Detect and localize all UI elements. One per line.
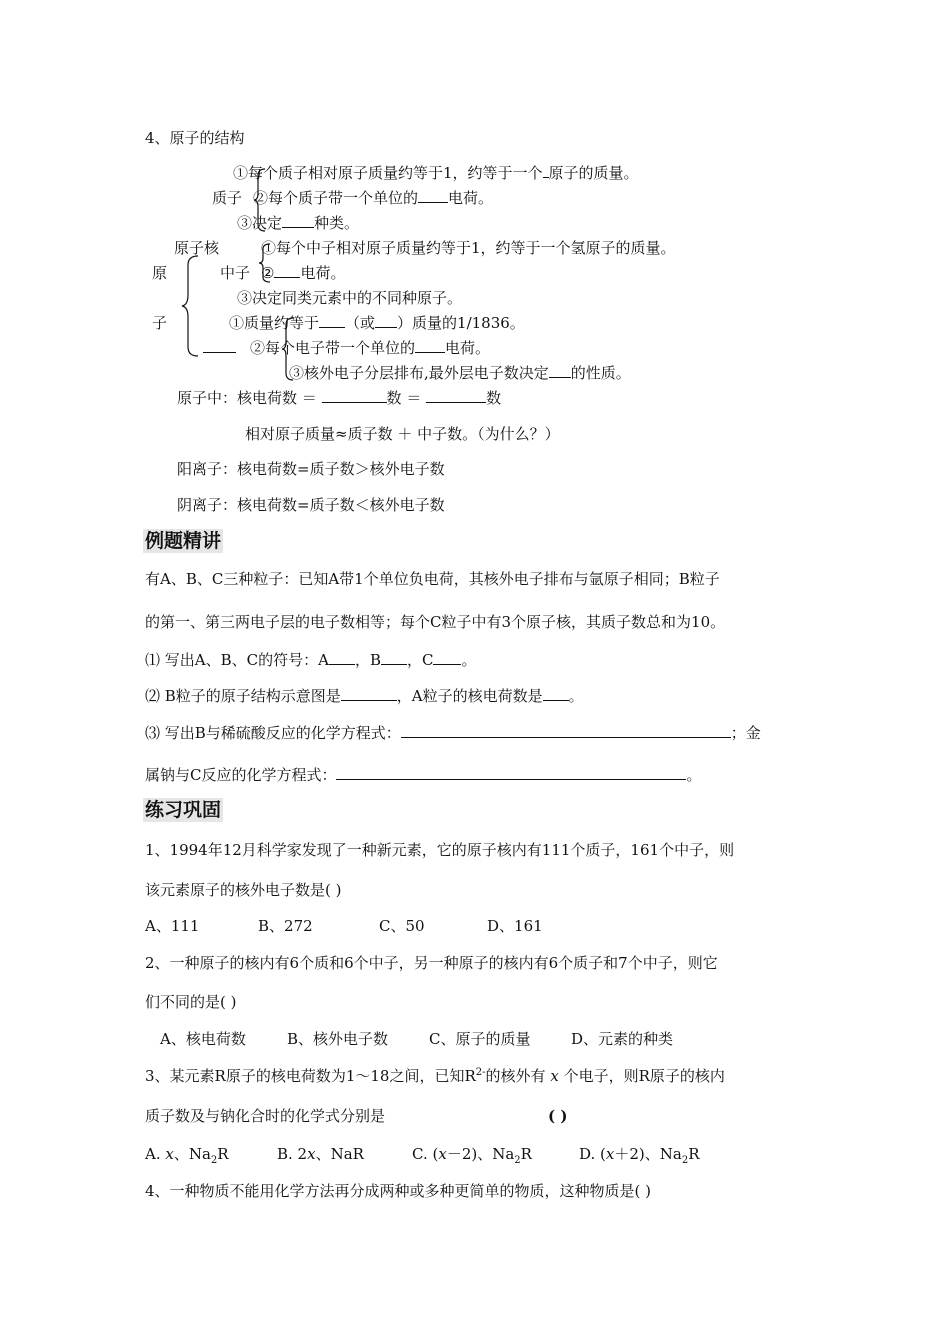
practice-2-option-a: A、核电荷数 bbox=[160, 1030, 246, 1048]
electron-label-blank bbox=[203, 338, 236, 358]
practice-1-line-2: 该元素原子的核外电子数是( ) bbox=[145, 881, 342, 899]
neutron-item-3: ③决定同类元素中的不同种原子。 bbox=[237, 289, 463, 307]
practice-3-line-1: 3、某元素R原子的核电荷数为1～18之间，已知$R^{2-}$的核外有 x 个电子，则R原子的核内 bbox=[145, 1067, 725, 1085]
practice-1-line-1: 1、1994年12月科学家发现了一种新元素，它的原子核内有111个质子，161个中子，则 bbox=[145, 841, 735, 859]
practice-2-option-c: C、原子的质量 bbox=[429, 1030, 531, 1048]
cation-rule: 阳离子：核电荷数=质子数＞核外电子数 bbox=[177, 460, 445, 478]
atom-label-1: 原 bbox=[152, 264, 168, 282]
practice-2-line-1: 2、一种原子的核内有6个质和6个中子，另一种原子的核内有6个质子和7个中子，则它 bbox=[145, 954, 718, 972]
electron-item-1: ①质量约等于 （或 ）质量的1/1836。 bbox=[229, 314, 525, 332]
practice-1-option-c: C、50 bbox=[379, 917, 425, 935]
practice-3-option-a: A. x、$Na_2R$ bbox=[145, 1145, 229, 1166]
proton-brace bbox=[253, 168, 267, 232]
practice-2-option-b: B、核外电子数 bbox=[287, 1030, 389, 1048]
neutron-item-1: ①每个中子相对原子质量约等于1，约等于一个氢原子的质量。 bbox=[261, 239, 676, 257]
proton-item-3: ③决定 种类。 bbox=[237, 214, 360, 232]
nucleus-label: 原子核 bbox=[174, 239, 220, 257]
practice-1-option-b: B、272 bbox=[258, 917, 313, 935]
proton-item-1: ①每个质子相对原子质量约等于1，约等于一个 原子的质量。 bbox=[233, 164, 639, 182]
atom-equation: 原子中：核电荷数 ＝ 数 ＝ 数 bbox=[177, 389, 502, 407]
practice-3-option-c: C. (x－2)、$Na_2R$ bbox=[412, 1145, 532, 1166]
section-title: 4、原子的结构 bbox=[145, 129, 245, 147]
practice-1-option-d: D、161 bbox=[487, 917, 543, 935]
example-line-1: 有A、B、C三种粒子：已知A带1个单位负电荷，其核外电子排布与氩原子相同；B粒子 bbox=[145, 570, 720, 588]
atom-brace bbox=[180, 255, 200, 357]
electron-item-3: ③核外电子分层排布,最外层电子数决定 的性质。 bbox=[289, 364, 631, 382]
example-q3a: ⑶ 写出B与稀硫酸反应的化学方程式： ；金 bbox=[145, 724, 761, 742]
anion-rule: 阴离子：核电荷数=质子数＜核外电子数 bbox=[177, 496, 445, 514]
example-q3b: 属钠与C反应的化学方程式： 。 bbox=[145, 766, 702, 784]
example-q1: ⑴ 写出A、B、C的符号：A ，B ，C 。 bbox=[145, 651, 477, 669]
practice-4-line-1: 4、一种物质不能用化学方法再分成两种或多种更简单的物质，这种物质是( ) bbox=[145, 1182, 652, 1200]
example-heading: 例题精讲 bbox=[145, 530, 222, 552]
neutron-brace bbox=[258, 243, 272, 283]
practice-2-line-2: 们不同的是( ) bbox=[145, 993, 237, 1011]
practice-heading: 练习巩固 bbox=[145, 799, 222, 821]
practice-3-option-d: D. (x＋2)、$Na_2R$ bbox=[579, 1145, 700, 1166]
neutron-label: 中子 bbox=[220, 264, 251, 282]
practice-1-option-a: A、111 bbox=[145, 917, 200, 935]
neutron-item-2: ② 电荷。 bbox=[261, 264, 346, 282]
practice-3-answer-paren: ( ) bbox=[548, 1107, 568, 1125]
electron-brace bbox=[281, 317, 295, 381]
proton-item-2: ②每个质子带一个单位的 电荷。 bbox=[253, 189, 494, 207]
relative-mass: 相对原子质量≈质子数 ＋ 中子数。（为什么？） bbox=[245, 425, 560, 443]
example-line-2: 的第一、第三两电子层的电子数相等；每个C粒子中有3个原子核，其质子数总和为10。 bbox=[145, 613, 726, 631]
proton-label: 质子 bbox=[212, 189, 243, 207]
electron-item-2: ②每个电子带一个单位的 电荷。 bbox=[250, 339, 491, 357]
practice-3-line-2: 质子数及与钠化合时的化学式分别是 bbox=[145, 1107, 386, 1125]
practice-3-option-b: B. 2x、NaR bbox=[277, 1145, 364, 1163]
atom-label-2: 子 bbox=[152, 314, 168, 332]
practice-2-option-d: D、元素的种类 bbox=[571, 1030, 674, 1048]
example-q2: ⑵ B粒子的原子结构示意图是 ，A粒子的核电荷数是 。 bbox=[145, 687, 584, 705]
